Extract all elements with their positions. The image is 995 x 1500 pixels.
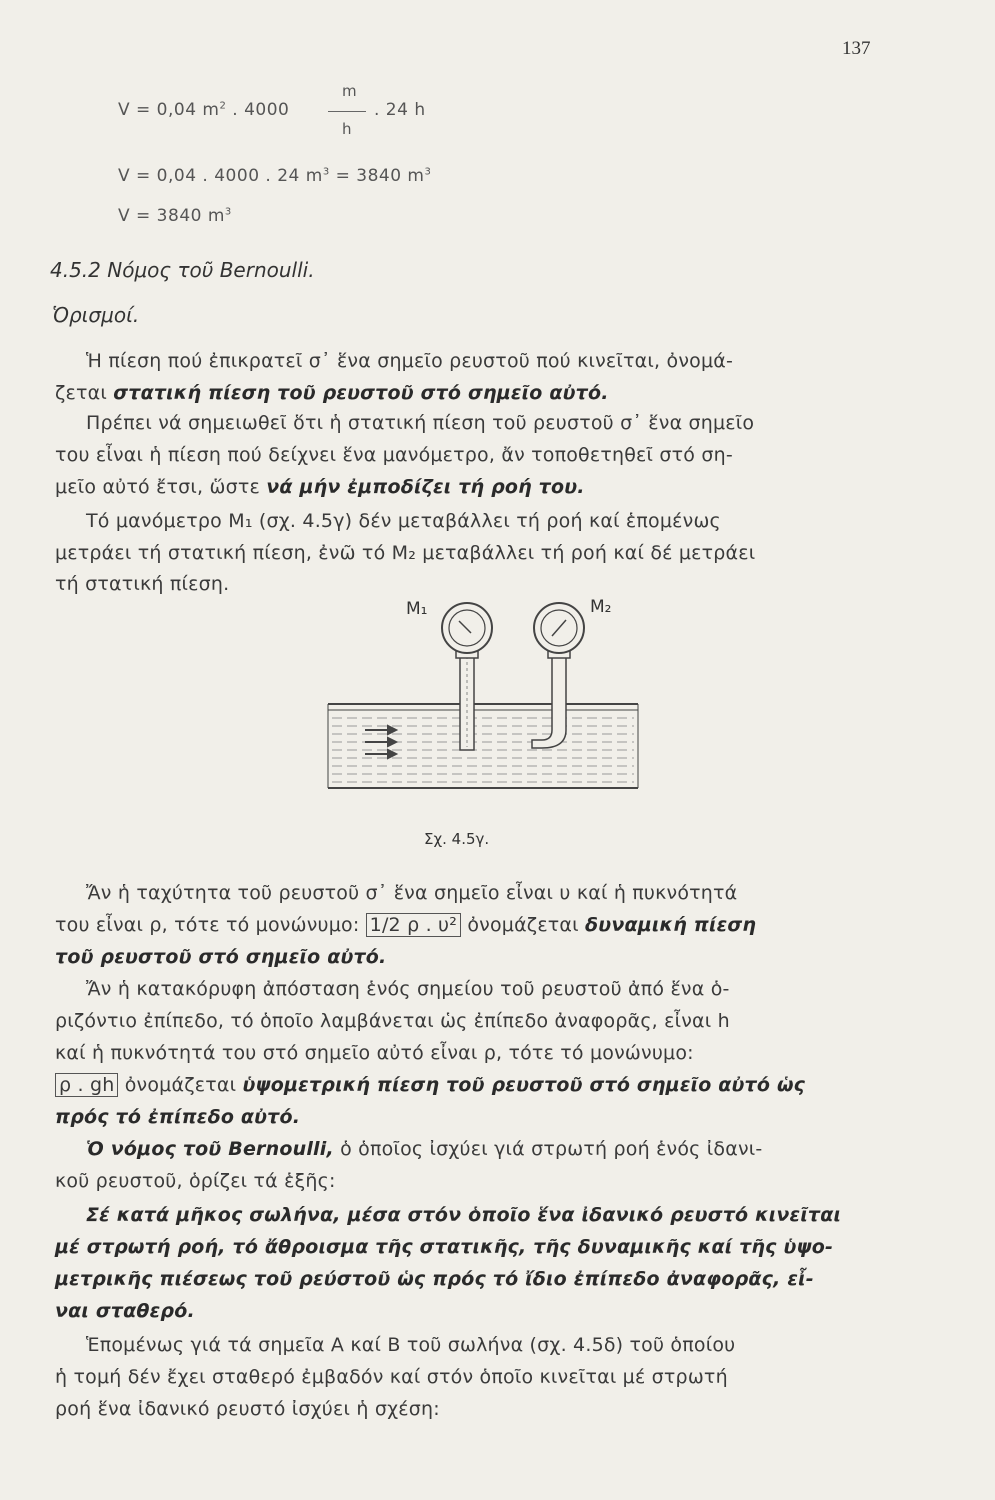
bernoulli-line-2: κοῦ ρευστοῦ, ὁρίζει τά ἑξῆς: bbox=[55, 1170, 336, 1192]
eq2-exp2: 3 bbox=[424, 166, 432, 178]
label-m2: M₂ bbox=[590, 597, 612, 617]
eq1-frac-num: m bbox=[342, 82, 357, 100]
eq1-left: V = 0,04 m bbox=[118, 100, 220, 120]
page-number: 137 bbox=[842, 38, 871, 59]
static-line-3: Πρέπει νά σημειωθεῖ ὅτι ἡ στατική πίεση τοῦ ρευστοῦ σ᾽ ἕνα σημεῖο bbox=[86, 412, 755, 434]
next-line-2: ἡ τομή δέν ἔχει σταθερό ἐμβαδόν καί στόν ὁποῖο κινεῖται μέ στρωτή bbox=[55, 1366, 728, 1388]
dynamic-formula-box: 1/2 ρ . υ² bbox=[366, 913, 461, 937]
dynamic-line-2-pre: του εἶναι ρ, τότε τό μονώνυμο: bbox=[55, 914, 366, 936]
elevation-formula-box: ρ . gh bbox=[55, 1073, 118, 1097]
eq2-a: V = 0,04 . 4000 . 24 m bbox=[118, 166, 323, 186]
static-line-5 bbox=[55, 476, 585, 498]
static-line-5-pre: μεῖο αὐτό ἔτσι, ὥστε bbox=[55, 476, 267, 498]
law-statement-3: μετρικῆς πιέσεως τοῦ ρεύστοῦ ὡς πρός τό ἴδιο ἐπίπεδο ἀναφορᾶς, εἶ- bbox=[55, 1268, 814, 1290]
elevation-line-5 bbox=[55, 1106, 300, 1128]
eq3-exp: 3 bbox=[224, 206, 232, 218]
eq3-text: V = 3840 m bbox=[118, 206, 225, 226]
dynamic-line-3 bbox=[55, 946, 386, 968]
law-statement-1: Σέ κατά μῆκος σωλήνα, μέσα στόν ὁποῖο ἕνα ἰδανικό ρευστό κινεῖται bbox=[86, 1204, 842, 1226]
equation-2 bbox=[118, 166, 431, 186]
eq2-b: = 3840 m bbox=[329, 166, 425, 186]
elevation-pressure-term-2: πρός τό ἐπίπεδο αὐτό. bbox=[55, 1106, 301, 1128]
static-pressure-term: στατική πίεση τοῦ ρευστοῦ στό σημεῖο αὐτό. bbox=[113, 382, 609, 404]
next-line-3: ροή ἕνα ἰδανικό ρευστό ἰσχύει ἡ σχέση: bbox=[55, 1398, 440, 1420]
label-m1: M₁ bbox=[406, 599, 428, 619]
bernoulli-law-term: Ὁ νόμος τοῦ Bernoulli, bbox=[86, 1138, 334, 1160]
dynamic-line-1: Ἄν ἡ ταχύτητα τοῦ ρευστοῦ σ᾽ ἕνα σημεῖο εἶναι υ καί ἡ πυκνότητά bbox=[86, 882, 738, 904]
figure-caption: Σχ. 4.5γ. bbox=[424, 830, 490, 848]
definitions-heading: Ὁρισμοί. bbox=[52, 303, 140, 327]
equation-1 bbox=[118, 100, 289, 120]
static-line-7: μετράει τή στατική πίεση, ἐνῶ τό Μ₂ μεταβάλλει τή ροή καί δέ μετράει bbox=[55, 542, 756, 564]
law-statement-4: ναι σταθερό. bbox=[55, 1300, 195, 1322]
elevation-line-4 bbox=[55, 1074, 805, 1096]
eq1-frac-den: h bbox=[342, 120, 352, 138]
elevation-line-3: καί ἡ πυκνότητά του στό σημεῖο αὐτό εἶναι ρ, τότε τό μονώνυμο: bbox=[55, 1042, 694, 1064]
law-statement-2: μέ στρωτή ροή, τό ἄθροισμα τῆς στατικῆς, τῆς δυναμικῆς καί τῆς ὑψο- bbox=[55, 1236, 834, 1258]
next-line-1: Ἑπομένως γιά τά σημεῖα Α καί Β τοῦ σωλήνα (σχ. 4.5δ) τοῦ ὁποίου bbox=[86, 1334, 736, 1356]
manometer-m1 bbox=[442, 603, 492, 750]
no-obstruction-term: νά μήν ἐμποδίζει τή ροή του. bbox=[266, 476, 585, 498]
static-line-2 bbox=[55, 382, 609, 404]
dynamic-line-2 bbox=[55, 914, 756, 936]
eq2-exp1: 3 bbox=[322, 166, 330, 178]
static-line-1: Ἡ πίεση πού ἐπικρατεῖ σ᾽ ἕνα σημεῖο ρευστοῦ πού κινεῖται, ὀνομά- bbox=[86, 350, 734, 372]
elevation-pressure-term: ὑψομετρική πίεση τοῦ ρευστοῦ στό σημεῖο αὐτό ὡς bbox=[242, 1074, 806, 1096]
eq1-exp: 2 bbox=[219, 100, 227, 112]
eq1-right: . 24 h bbox=[374, 100, 426, 120]
elevation-line-2: ριζόντιο ἐπίπεδο, τό ὁποῖο λαμβάνεται ὡς ἐπίπεδο ἀναφορᾶς, εἶναι h bbox=[55, 1010, 730, 1032]
static-line-8: τή στατική πίεση. bbox=[55, 573, 230, 595]
dynamic-pressure-term-2: τοῦ ρευστοῦ στό σημεῖο αὐτό. bbox=[55, 946, 387, 968]
bernoulli-line-1 bbox=[86, 1138, 762, 1160]
elevation-line-4-pre: ὀνομάζεται bbox=[118, 1074, 243, 1096]
static-line-2-pre: ζεται bbox=[55, 382, 114, 404]
eq1-frac-line bbox=[328, 111, 366, 112]
section-title: 4.5.2 Νόμος τοῦ Bernoulli. bbox=[50, 258, 315, 282]
static-line-4: του εἶναι ἡ πίεση πού δείχνει ἕνα μανόμετρο, ἄν τοποθετηθεῖ στό ση- bbox=[55, 444, 733, 466]
bernoulli-line-1-post: ὁ ὁποῖος ἰσχύει γιά στρωτή ροή ἑνός ἰδανι- bbox=[333, 1138, 763, 1160]
dynamic-line-2-post: ὀνομάζεται bbox=[461, 914, 586, 936]
elevation-line-1: Ἄν ἡ κατακόρυφη ἀπόσταση ἑνός σημείου τοῦ ρευστοῦ ἀπό ἕνα ὁ- bbox=[86, 978, 730, 1000]
equation-3 bbox=[118, 206, 232, 226]
eq1-mid: . 4000 bbox=[232, 100, 290, 120]
figure-manometers bbox=[320, 592, 650, 822]
dynamic-pressure-term: δυναμική πίεση bbox=[585, 914, 757, 936]
static-line-6: Τό μανόμετρο Μ₁ (σχ. 4.5γ) δέν μεταβάλλει τή ροή καί ἑπομένως bbox=[86, 510, 721, 532]
